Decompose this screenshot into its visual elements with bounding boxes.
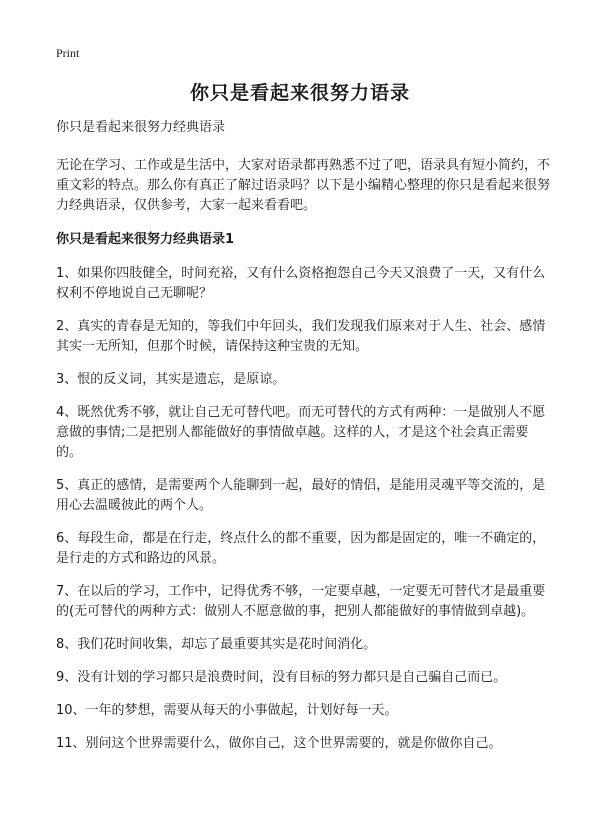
intro-paragraph: 无论在学习、工作或是生活中，大家对语录都再熟悉不过了吧，语录具有短小简约，不重文彩的特点。那么你有真正了解过语录吗？以下是小编精心整理的你只是看起来很努力经典语录，仅供参考，大家一起来看看吧。 <box>56 158 551 213</box>
quote-item-10: 10、一年的梦想，需要从每天的小事做起，计划好每一天。 <box>56 703 398 718</box>
quote-item-3: 3、恨的反义词，其实是遗忘，是原谅。 <box>56 372 286 387</box>
quote-item-4: 4、既然优秀不够，就让自己无可替代吧。而无可替代的方式有两种：一是做别人不愿意做的事情;二是把别人都能做好的事情做卓越。这样的人，才是这个社会真正需要的。 <box>56 405 546 460</box>
quote-item-1: 1、如果你四肢健全，时间充裕，又有什么资格抱怨自己今天又浪费了一天，又有什么权利不停地说自己无聊呢？ <box>56 266 546 301</box>
quote-item-11: 11、别问这个世界需要什么，做你自己，这个世界需要的，就是你做你自己。 <box>56 736 502 751</box>
quote-item-6: 6、每段生命，都是在行走，终点什么的都不重要，因为都是固定的，唯一不确定的，是行走的方式和路边的风景。 <box>56 531 546 566</box>
page-title: 你只是看起来很努力语录 <box>189 82 410 104</box>
quote-item-8: 8、我们花时间收集，却忘了最重要其实是花时间消化。 <box>56 637 377 652</box>
quote-list <box>56 264 550 754</box>
article-subtitle: 你只是看起来很努力经典语录 <box>56 120 226 135</box>
article-body <box>56 118 550 767</box>
quote-item-7: 7、在以后的学习，工作中，记得优秀不够，一定要卓越，一定要无可替代才是最重要的(无可替代的两种方式：做别人不愿意做的事，把别人都能做好的事情做到卓越)。 <box>56 584 546 619</box>
quote-item-5: 5、真正的感情，是需要两个人能聊到一起，最好的情侣，是能用灵魂平等交流的，是用心去温暖彼此的两个人。 <box>56 478 546 513</box>
quote-item-9: 9、没有计划的学习都只是浪费时间，没有目标的努力都只是自己骗自己而已。 <box>56 670 507 685</box>
quote-item-2: 2、真实的青春是无知的，等我们中年回头，我们发现我们原来对于人生、社会、感情其实一无所知，但那个时候，请保持这种宝贵的无知。 <box>56 319 546 354</box>
print-link[interactable]: Print <box>56 46 80 60</box>
section-heading: 你只是看起来很努力经典语录1 <box>56 232 235 247</box>
